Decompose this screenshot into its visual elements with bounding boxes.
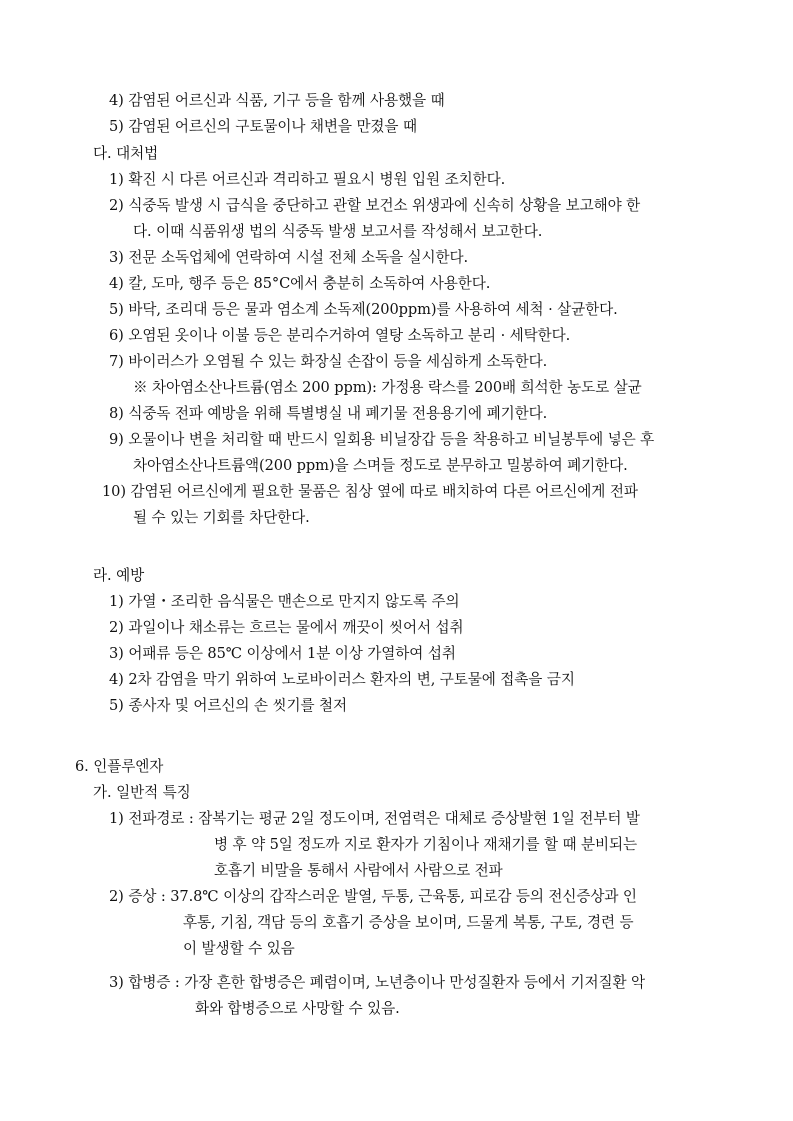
text-line: 4) 2차 감염을 막기 위하여 노로바이러스 환자의 변, 구토물에 접촉을 금지 [109,671,575,688]
text-line: 3) 전문 소독업체에 연락하여 시설 전체 소독을 실시한다. [109,249,469,266]
text-line: 5) 감염된 어르신의 구토물이나 채변을 만졌을 때 [109,118,417,135]
text-line: 다. 이때 식품위생 법의 식중독 발생 보고서를 작성해서 보고한다. [133,223,543,240]
text-line: 8) 식중독 전파 예방을 위해 특별병실 내 폐기물 전용용기에 폐기한다. [109,405,548,422]
text-line: 2) 과일이나 채소류는 흐르는 물에서 깨끗이 씻어서 섭취 [109,619,464,636]
section-heading: 라. 예방 [93,567,145,584]
section-heading: 다. 대처법 [93,145,159,162]
section-heading: 가. 일반적 특징 [93,784,191,801]
text-line: 5) 바닥, 조리대 등은 물과 염소계 소독제(200ppm)를 사용하여 세척 · 살균한다. [109,301,618,318]
text-line: 화와 합병증으로 사망할 수 있음. [195,1000,400,1017]
text-line: 후통, 기침, 객담 등의 호흡기 증상을 보이며, 드물게 복통, 구토, 경련 등 [183,914,634,931]
text-line: 호흡기 비말을 통해서 사람에서 사람으로 전파 [214,862,503,879]
chapter-heading: 6. 인플루엔자 [75,758,164,775]
text-line: 3) 어패류 등은 85℃ 이상에서 1분 이상 가열하여 섭취 [109,645,456,662]
text-line: 병 후 약 5일 정도까 지로 환자가 기침이나 재채기를 할 때 분비되는 [214,836,638,853]
text-line: 1) 전파경로 : 잠복기는 평균 2일 정도이며, 전염력은 대체로 증상발현 1일 전부터 발 [109,810,640,827]
text-line: 1) 가열・조리한 음식물은 맨손으로 만지지 않도록 주의 [109,593,460,610]
text-line: 3) 합병증 : 가장 흔한 합병증은 폐렴이며, 노년층이나 만성질환자 등에서 기저질환 악 [109,974,645,991]
text-line: 1) 확진 시 다른 어르신과 격리하고 필요시 병원 입원 조치한다. [109,171,506,188]
text-line: 10) 감염된 어르신에게 필요한 물품은 침상 옆에 따로 배치하여 다른 어르신에게 전파 [102,483,638,500]
text-line: 차아염소산나트륨액(200 ppm)을 스며들 정도로 분무하고 밀봉하여 폐기한다. [133,457,628,474]
text-line: 4) 칼, 도마, 행주 등은 85°C에서 충분히 소독하여 사용한다. [109,275,491,292]
text-line: 이 발생할 수 있음 [183,940,295,957]
text-line: 5) 종사자 및 어르신의 손 씻기를 철저 [109,697,347,714]
text-line: 9) 오물이나 변을 처리할 때 반드시 일회용 비닐장갑 등을 착용하고 비닐봉투에 넣은 후 [109,431,655,448]
note-line: ※ 차아염소산나트륨(염소 200 ppm): 가정용 락스를 200배 희석한 농도로 살균 [133,379,642,396]
text-line: 6) 오염된 옷이나 이불 등은 분리수거하여 열탕 소독하고 분리 · 세탁한다. [109,327,571,344]
text-line: 2) 식중독 발생 시 급식을 중단하고 관할 보건소 위생과에 신속히 상황을 보고해야 한 [109,197,641,214]
text-line: 2) 증상 : 37.8℃ 이상의 갑작스러운 발열, 두통, 근육통, 피로감 등의 전신증상과 인 [109,888,637,905]
text-line: 될 수 있는 기회를 차단한다. [133,509,310,526]
text-line: 4) 감염된 어르신과 식품, 기구 등을 함께 사용했을 때 [109,92,445,109]
text-line: 7) 바이러스가 오염될 수 있는 화장실 손잡이 등을 세심하게 소독한다. [109,353,548,370]
